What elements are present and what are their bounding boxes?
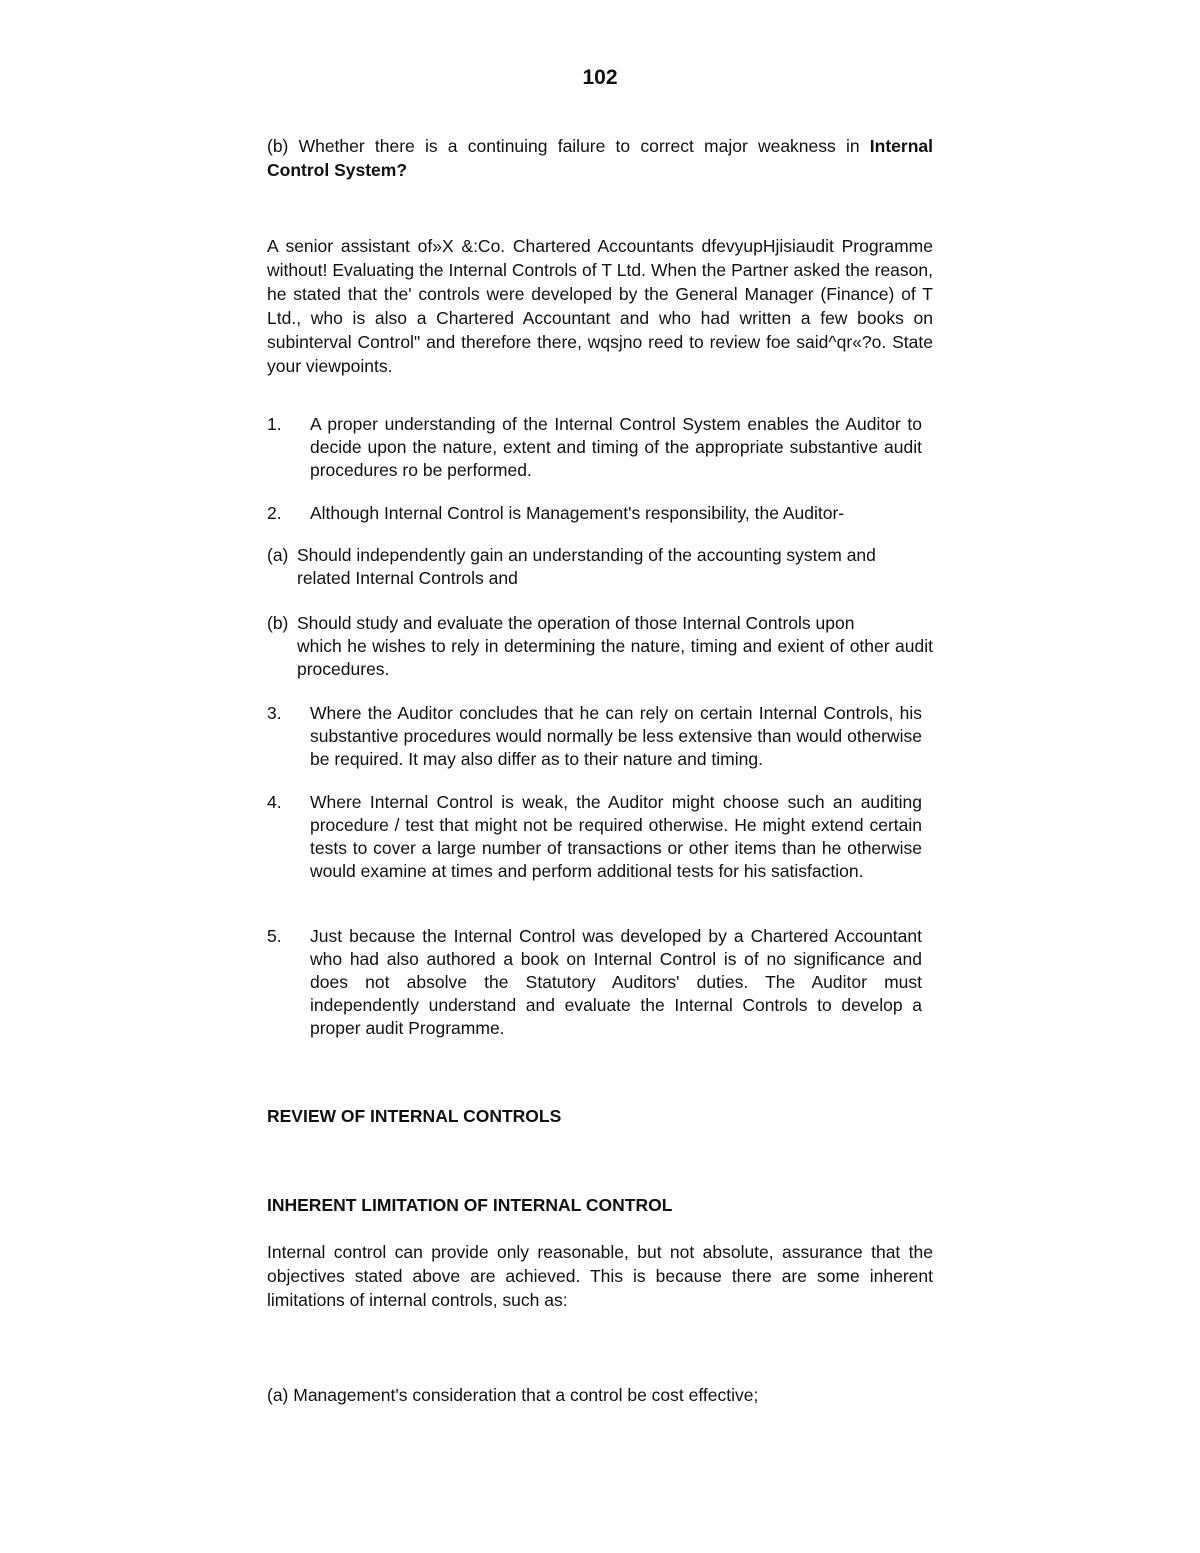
limitation-paragraph: Internal control can provide only reasonable, but not absolute, assurance that the objectives stated above are achieved. This is because there are some inherent limitations of internal controls, such as: <box>267 1242 933 1310</box>
point-number: 5. <box>267 926 282 946</box>
case-paragraph: A senior assistant of»X &:Co. Chartered Accountants dfevyupHjisiaudit Programme without! Evaluating the Internal Controls of T Ltd. When the Partner asked the reason, he stated that the' controls were developed by the General Manager (Finance) of T Ltd., who is also a Chartered Accountant and who had written a few books on subinterval Control" and therefore there, wqsjno reed to review foe said^qr«?o. State your viewpoints. <box>267 236 933 376</box>
point-number: 3. <box>267 703 282 723</box>
subpoint-a <box>267 544 933 590</box>
point-text: A proper understanding of the Internal Control System enables the Auditor to decide upon the nature, extent and timing of the appropriate substantive audit procedures ro be performed. <box>310 414 922 480</box>
subpoint-first-line: Should independently gain an understanding of the accounting system and <box>297 545 876 565</box>
heading-limitation: INHERENT LIMITATION OF INTERNAL CONTROL <box>267 1195 673 1215</box>
point-4 <box>267 791 922 883</box>
subpoint-label: (a) <box>267 545 289 565</box>
point-text: Where the Auditor concludes that he can rely on certain Internal Controls, his substantive procedures would normally be less extensive than would otherwise be required. It may also differ as to their nature and timing. <box>310 703 922 769</box>
point-number: 2. <box>267 503 282 523</box>
point-number: 1. <box>267 414 282 434</box>
subpoint-first-line: Should study and evaluate the operation of those Internal Controls upon <box>297 613 855 633</box>
limitation-a: (a) Management's consideration that a control be cost effective; <box>267 1385 759 1405</box>
subpoint-rest: related Internal Controls and <box>297 568 518 588</box>
heading-review: REVIEW OF INTERNAL CONTROLS <box>267 1106 562 1126</box>
point-2 <box>267 502 922 525</box>
page-number: 102 <box>582 66 618 89</box>
point-text: Where Internal Control is weak, the Auditor might choose such an auditing procedure / test that might not be required otherwise. He might extend certain tests to cover a large number of transactions or other items than he otherwise would examine at times and perform additional tests for his satisfaction. <box>310 792 922 881</box>
question-b <box>267 134 933 182</box>
point-3 <box>267 702 922 771</box>
subpoint-b <box>267 612 933 681</box>
point-text: Just because the Internal Control was developed by a Chartered Accountant who had also authored a book on Internal Control is of no significance and does not absolve the Statutory Auditors' duties. The Auditor must independently understand and evaluate the Internal Controls to develop a proper audit Programme. <box>310 926 922 1038</box>
question-b-text: (b) Whether there is a continuing failure to correct major weakness in <box>267 136 870 156</box>
subpoint-rest: which he wishes to rely in determining the nature, timing and exient of other audit procedures. <box>297 636 933 679</box>
subpoint-label: (b) <box>267 613 289 633</box>
point-text: Although Internal Control is Management's responsibility, the Auditor- <box>310 503 845 523</box>
point-number: 4. <box>267 792 282 812</box>
point-1 <box>267 413 922 482</box>
question-b-bold: Internal Control System? <box>267 136 933 180</box>
point-5 <box>267 925 922 1040</box>
